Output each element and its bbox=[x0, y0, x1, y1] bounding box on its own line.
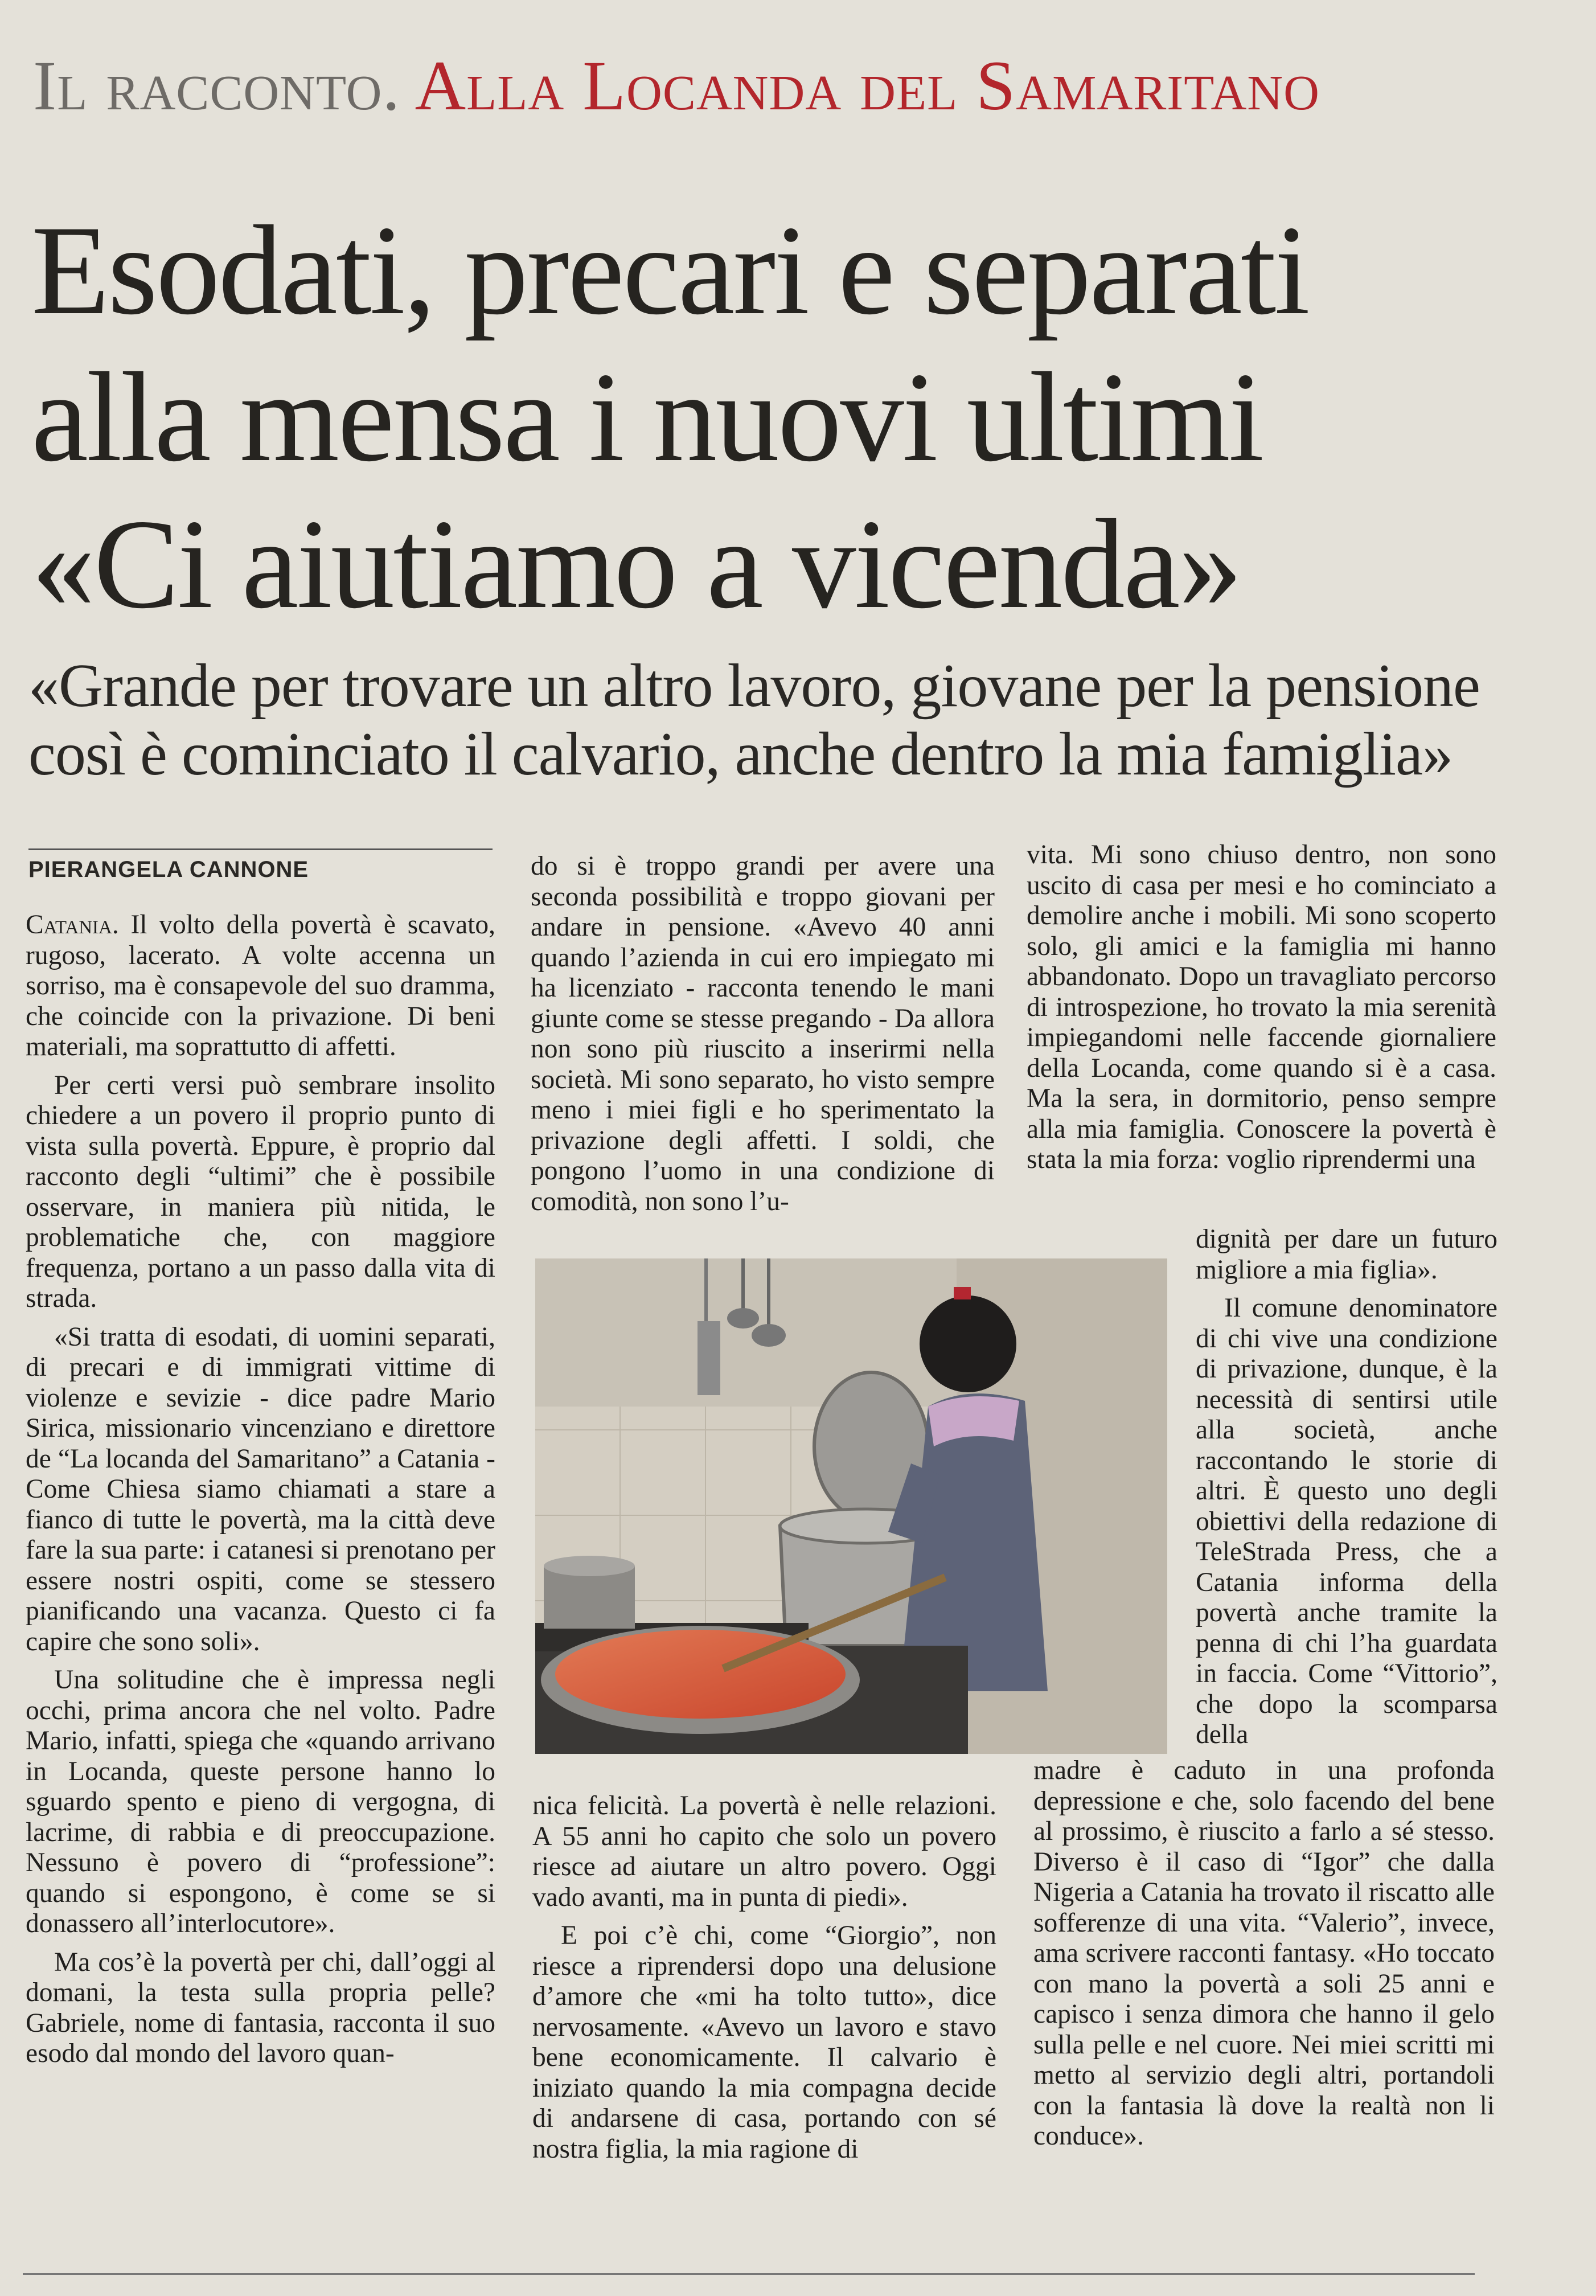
kicker-section: Il racconto. bbox=[33, 47, 401, 125]
section-kicker bbox=[33, 46, 1456, 126]
paragraph: vita. Mi sono chiuso dentro, non sono uscito di casa per mesi e ho cominciato a demolire anche i mobili. Mi sono scoperto solo, gli amici e la famiglia mi hanno abbandonato. Dopo un travagliato percorso di introspezione, ho trovato la mia serenità impiegandomi nelle faccende giornaliere della Locanda, come quando si è a casa. Ma la sera, in dormitorio, penso sempre alla mia famiglia. Conoscere la povertà è stata la mia forza: voglio riprendermi una bbox=[1027, 840, 1496, 1174]
article-column-2-bottom bbox=[532, 1791, 996, 2164]
paragraph: Ma cos’è la povertà per chi, dall’oggi al domani, la testa sulla propria pelle? Gabriele, nome di fantasia, racconta il suo esodo dal mondo del lavoro quan- bbox=[26, 1947, 495, 2068]
paragraph: dignità per dare un futuro migliore a mia figlia». bbox=[1196, 1224, 1497, 1285]
article-column-1 bbox=[26, 910, 495, 2069]
paragraph: do si è troppo grandi per avere una seconda possibilità e troppo giovani per andare in pensione. «Avevo 40 anni quando l’azienda in cui ero impiegato mi ha licenziato - racconta tenendo le mani giunte come se stesse pregando - Da allora non sono più riuscito a inserirmi nella società. Mi sono separato, ho visto sempre meno i miei figli e ho sperimentato la privazione degli affetti. I soldi, che pongono l’uomo in una condizione di comodità, non sono l’u- bbox=[531, 851, 995, 1216]
bottom-rule bbox=[23, 2273, 1475, 2275]
headline-line-2: alla mensa i nuovi ultimi bbox=[31, 346, 1263, 488]
kicker-title: Alla Locanda del Samaritano bbox=[415, 47, 1320, 125]
paragraph: Per certi versi può sembrare insolito chiedere a un povero il proprio punto di vista sulla povertà. Eppure, è proprio dal racconto degli “ultimi” che è possibile osservare, in maniera più nitida, le problematiche che, con maggiore frequenza, portano a un passo dalla vita di strada. bbox=[26, 1070, 495, 1313]
paragraph: «Si tratta di esodati, di uomini separati, di precari e di immigrati vittime di violenze e sevizie - dice padre Mario Sirica, missionario vincenziano e direttore de “La locanda del Samaritano” a Catania - Come Chiesa siamo chiamati a stare a fianco di tutte le povertà, ma la città deve fare la sua parte: i catanesi si prenotano per essere nostri ospiti, come se stessero pianificando una vacanza. Questo ci fa capire che sono soli». bbox=[26, 1322, 495, 1657]
article-column-3-top bbox=[1027, 840, 1496, 1175]
byline-rule bbox=[28, 848, 493, 850]
paragraph: Una solitudine che è impressa negli occhi, prima ancora che nel volto. Padre Mario, infatti, spiega che «quando arrivano in Locanda, queste persone hanno lo sguardo spento e pieno di vergogna, di lacrime, di rabbia e di preoccupazione. Nessuno è povero di “professione”: quando si espongono, è come se si donassero all’interlocutore». bbox=[26, 1665, 495, 1938]
paragraph: nica felicità. La povertà è nelle relazioni. A 55 anni ho capito che solo un povero riesce ad aiutare un altro povero. Oggi vado avanti, ma in punta di piedi». bbox=[532, 1791, 996, 1912]
dateline: Catania. bbox=[26, 910, 119, 940]
article-column-3-bottom bbox=[1033, 1756, 1495, 2152]
headline bbox=[31, 196, 1569, 637]
paragraph: Il comune denominatore di chi vive una condizione di privazione, dunque, è la necessità di sentirsi utile alla società, anche raccontando le storie di altri. È questo uno degli obiettivi della redazione di TeleStrada Press, che a Catania informa della povertà anche tramite la penna di chi l’ha guardata in faccia. Come “Vittorio”, che dopo la scomparsa della bbox=[1196, 1293, 1497, 1749]
paragraph: Il volto della povertà è scavato, rugoso, lacerato. A volte accenna un sorriso, ma è consapevole del suo dramma, che coincide con la privazione. Di beni materiali, ma soprattutto di affetti. bbox=[26, 910, 495, 1061]
headline-line-1: Esodati, precari e separati bbox=[31, 199, 1308, 341]
headline-line-3: «Ci aiutiamo a vicenda» bbox=[31, 493, 1241, 635]
subheadline-line-1: «Grande per trovare un altro lavoro, giovane per la pensione bbox=[28, 652, 1480, 720]
paragraph: madre è caduto in una profonda depressione e che, solo facendo del bene al prossimo, è riuscito a farlo a sé stesso. Diverso è il caso di “Igor” che dalla Nigeria a Catania ha trovato il riscatto alle sofferenze di una vita. “Valerio”, invece, ama scrivere racconti fantasy. «Ho toccato con mano la povertà a soli 25 anni e capisco i senza dimora che hanno il gelo sulla pelle e nel cuore. Nei miei scritti mi metto al servizio degli altri, portandoli con la fantasia là dove la realtà non li conduce». bbox=[1033, 1756, 1495, 2151]
subheadline bbox=[28, 652, 1566, 789]
paragraph: E poi c’è chi, come “Giorgio”, non riesce a riprendersi dopo una delusione d’amore che «mi ha tolto tutto», dice nervosamente. «Avevo un lavoro e stavo bene economicamente. Il calvario è iniziato quando la mia compagna decide di andarsene di casa, portando con sé nostra figlia, la mia ragione di bbox=[532, 1921, 996, 2164]
kitchen-photo bbox=[535, 1258, 1167, 1754]
byline: PIERANGELA CANNONE bbox=[28, 857, 309, 882]
article-column-3-mid bbox=[1196, 1224, 1497, 1750]
kitchen-photo-illustration bbox=[535, 1258, 1167, 1754]
article-column-2-top bbox=[531, 851, 995, 1217]
subheadline-line-2: così è cominciato il calvario, anche dentro la mia famiglia» bbox=[28, 720, 1453, 788]
